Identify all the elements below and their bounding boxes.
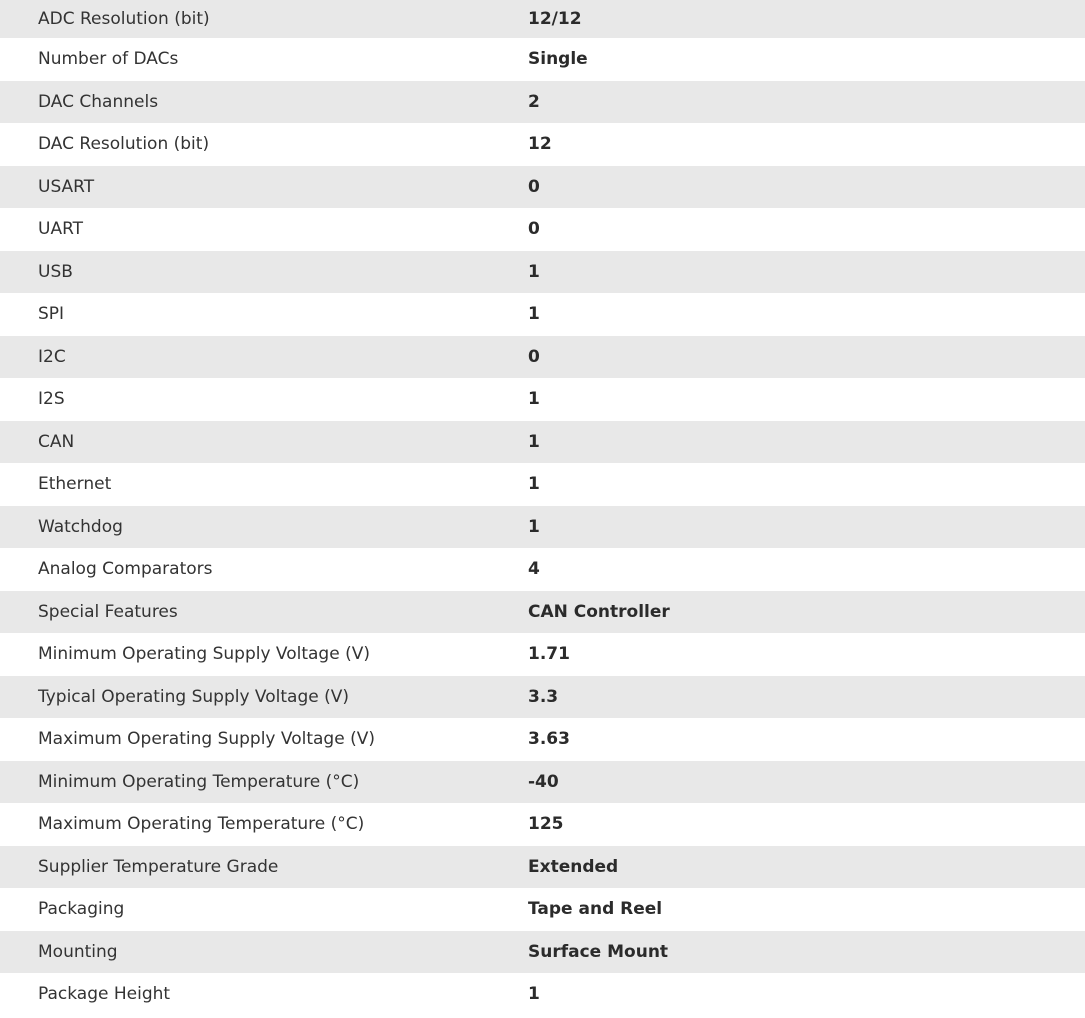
spec-value: 125 <box>528 814 564 835</box>
spec-label: Maximum Operating Supply Voltage (V) <box>38 729 375 750</box>
spec-value: -40 <box>528 771 559 792</box>
spec-row <box>0 676 1085 719</box>
spec-value: 12/12 <box>528 9 582 29</box>
spec-row <box>0 421 1085 464</box>
spec-row <box>0 293 1085 336</box>
spec-row <box>0 378 1085 421</box>
spec-label: USART <box>38 176 95 197</box>
spec-row <box>0 761 1085 804</box>
spec-row <box>0 846 1085 889</box>
spec-row <box>0 38 1085 81</box>
spec-label: Supplier Temperature Grade <box>38 856 279 877</box>
spec-row <box>0 718 1085 761</box>
spec-row <box>0 463 1085 506</box>
spec-value: Single <box>528 49 588 70</box>
spec-value: 12 <box>528 134 552 155</box>
spec-label: I2C <box>38 346 66 367</box>
spec-row <box>0 548 1085 591</box>
spec-row <box>0 166 1085 209</box>
spec-label: Mounting <box>38 941 118 962</box>
spec-label: UART <box>38 219 84 240</box>
spec-label: DAC Channels <box>38 91 159 112</box>
spec-label: Maximum Operating Temperature (°C) <box>38 814 365 835</box>
spec-label: Watchdog <box>38 516 123 537</box>
spec-value: 1 <box>528 261 540 282</box>
spec-label: Minimum Operating Supply Voltage (V) <box>38 644 370 665</box>
spec-row <box>0 633 1085 676</box>
spec-value: 1.71 <box>528 644 570 665</box>
spec-row <box>0 888 1085 931</box>
spec-row <box>0 123 1085 166</box>
spec-label: Number of DACs <box>38 49 179 70</box>
spec-label: DAC Resolution (bit) <box>38 134 210 155</box>
spec-value: 1 <box>528 474 540 495</box>
spec-label: ADC Resolution (bit) <box>38 9 210 29</box>
spec-value: CAN Controller <box>528 601 670 622</box>
spec-label: Minimum Operating Temperature (°C) <box>38 771 360 792</box>
spec-value: 1 <box>528 304 540 325</box>
spec-row <box>0 506 1085 549</box>
spec-row <box>0 208 1085 251</box>
spec-value: Tape and Reel <box>528 899 663 920</box>
spec-label: CAN <box>38 431 75 452</box>
spec-label: SPI <box>38 304 65 325</box>
spec-row <box>0 591 1085 634</box>
spec-row <box>0 973 1085 1016</box>
spec-label: Typical Operating Supply Voltage (V) <box>38 686 349 707</box>
spec-value: 1 <box>528 516 540 537</box>
spec-value: 3.63 <box>528 729 570 750</box>
spec-row <box>0 803 1085 846</box>
spec-label: Package Height <box>38 984 171 1005</box>
spec-value: 1 <box>528 389 540 410</box>
spec-value: 0 <box>528 219 540 240</box>
spec-row <box>0 931 1085 974</box>
spec-label: Analog Comparators <box>38 559 213 580</box>
spec-value: 1 <box>528 984 540 1005</box>
spec-value: 3.3 <box>528 686 559 707</box>
spec-row <box>0 336 1085 379</box>
spec-value: Surface Mount <box>528 941 669 962</box>
spec-value: 4 <box>528 559 540 580</box>
spec-value: 1 <box>528 431 540 452</box>
spec-value: 0 <box>528 176 540 197</box>
spec-row <box>0 0 1085 38</box>
spec-label: Ethernet <box>38 474 112 495</box>
spec-row <box>0 81 1085 124</box>
spec-label: USB <box>38 261 73 282</box>
spec-row <box>0 251 1085 294</box>
spec-label: I2S <box>38 389 65 410</box>
spec-value: Extended <box>528 856 619 877</box>
spec-label: Special Features <box>38 601 178 622</box>
spec-value: 0 <box>528 346 540 367</box>
spec-label: Packaging <box>38 899 125 920</box>
spec-value: 2 <box>528 91 540 112</box>
